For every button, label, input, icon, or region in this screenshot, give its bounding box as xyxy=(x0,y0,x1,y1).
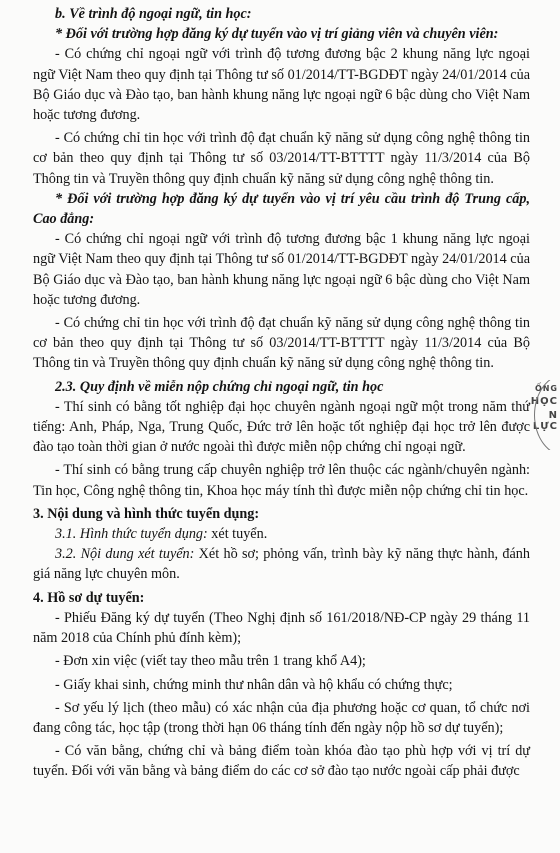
section-2-3-paragraph-2: - Thí sinh có bằng trung cấp chuyên nghiệp trở lên thuộc các ngành/chuyên ngành: Tin học, Công nghệ thông tin, Khoa học máy tính thì được miễn nộp chứng chỉ tin học. xyxy=(33,462,530,499)
section-4-item: - Có văn bằng, chứng chỉ và bảng điểm toàn khóa đào tạo phù hợp với vị trí dự tuyển. Đối với văn bằng và bảng điểm do các cơ sở đào tạo nước ngoài cấp phải được xyxy=(33,743,530,780)
section-3-item-1-label: 3.1. Hình thức tuyển dụng: xyxy=(55,526,208,543)
partial-stamp xyxy=(530,380,560,450)
case2-paragraph-1: - Có chứng chỉ ngoại ngữ với trình độ tương đương bậc 1 khung năng lực ngoại ngữ Việt Nam theo quy định tại Thông tư số 01/2014/TT-BGDĐT ngày 24/01/2014 của Bộ Giáo dục và Đào tạo, ban hành khung năng lực ngoại ngữ 6 bậc dùng cho Việt Nam hoặc tương đương. xyxy=(33,231,530,308)
section-3-item-2-label: 3.2. Nội dung xét tuyển: xyxy=(55,546,195,563)
stamp-text-line-2: HỌC xyxy=(530,396,558,407)
case1-heading: * Đối với trường hợp đăng ký dự tuyển vào vị trí giảng viên và chuyên viên: xyxy=(55,26,499,43)
case2-paragraph-2: - Có chứng chỉ tin học với trình độ đạt chuẩn kỹ năng sử dụng công nghệ thông tin cơ bản theo quy định tại Thông tư số 03/2014/TT-BTTTT ngày 11/3/2014 của Bộ Thông tin và Truyền thông quy định chuẩn kỹ năng sử dụng công nghệ thông tin. xyxy=(33,315,530,372)
case1-paragraph-1: - Có chứng chỉ ngoại ngữ với trình độ tương đương bậc 2 khung năng lực ngoại ngữ Việt Nam theo quy định tại Thông tư số 01/2014/TT-BGDĐT ngày 24/01/2014 của Bộ Giáo dục và Đào tạo, ban hành khung năng lực ngoại ngữ 6 bậc dùng cho Việt Nam hoặc tương đương. xyxy=(33,46,530,124)
section-4-heading: 4. Hồ sơ dự tuyển: xyxy=(33,589,145,606)
section-4-item: - Sơ yếu lý lịch (theo mẫu) có xác nhận của địa phương hoặc cơ quan, tổ chức nơi đang công tác, học tập (trong thời hạn 06 tháng tính đến ngày nộp hồ sơ dự tuyển); xyxy=(33,699,530,736)
case1-paragraph-2: - Có chứng chỉ tin học với trình độ đạt chuẩn kỹ năng sử dụng công nghệ thông tin cơ bản theo quy định tại Thông tư số 03/2014/TT-BTTTT ngày 11/3/2014 của Bộ Thông tin và Truyền thông quy định chuẩn kỹ năng sử dụng công nghệ thông tin. xyxy=(33,130,530,187)
section-3-heading: 3. Nội dung và hình thức tuyển dụng: xyxy=(33,505,260,522)
section-2-3-paragraph-1: - Thí sinh có bằng tốt nghiệp đại học chuyên ngành ngoại ngữ một trong năm thứ tiếng: Anh, Pháp, Nga, Trung Quốc, Đức trở lên hoặc tốt nghiệp đại học trở lên được đào tạo toàn thời gian ở nước ngoài thì được miễn nộp chứng chỉ ngoại ngữ. xyxy=(33,398,530,456)
section-3-item-1-text: xét tuyển. xyxy=(207,526,268,543)
section-b-heading: b. Về trình độ ngoại ngữ, tin học: xyxy=(55,6,252,22)
section-4-item: - Giấy khai sinh, chứng minh thư nhân dân và hộ khẩu có chứng thực; xyxy=(55,676,453,693)
section-3-item-1 xyxy=(33,524,530,544)
section-4-item: - Phiếu Đăng ký dự tuyển (Theo Nghị định số 161/2018/NĐ-CP ngày 29 tháng 11 năm 2018 của Chính phủ đính kèm); xyxy=(33,609,530,647)
section-4-item: - Đơn xin việc (viết tay theo mẫu trên 1 trang khổ A4); xyxy=(55,653,366,670)
section-3-item-2-text: Xét hồ sơ; phỏng vấn, trình bày kỹ năng thực hành, đánh giá năng lực chuyên môn. xyxy=(33,546,530,583)
section-2-3-heading: 2.3. Quy định về miễn nộp chứng chỉ ngoại ngữ, tin học xyxy=(55,378,384,395)
section-3-item-2 xyxy=(33,544,530,584)
stamp-text-line-3: N LỰC xyxy=(532,410,558,432)
case2-heading: * Đối với trường hợp đăng ký dự tuyển vào vị trí yêu cầu trình độ Trung cấp, Cao đẳng: xyxy=(33,190,530,228)
stamp-text-line-1: ỐNG xyxy=(534,384,558,393)
